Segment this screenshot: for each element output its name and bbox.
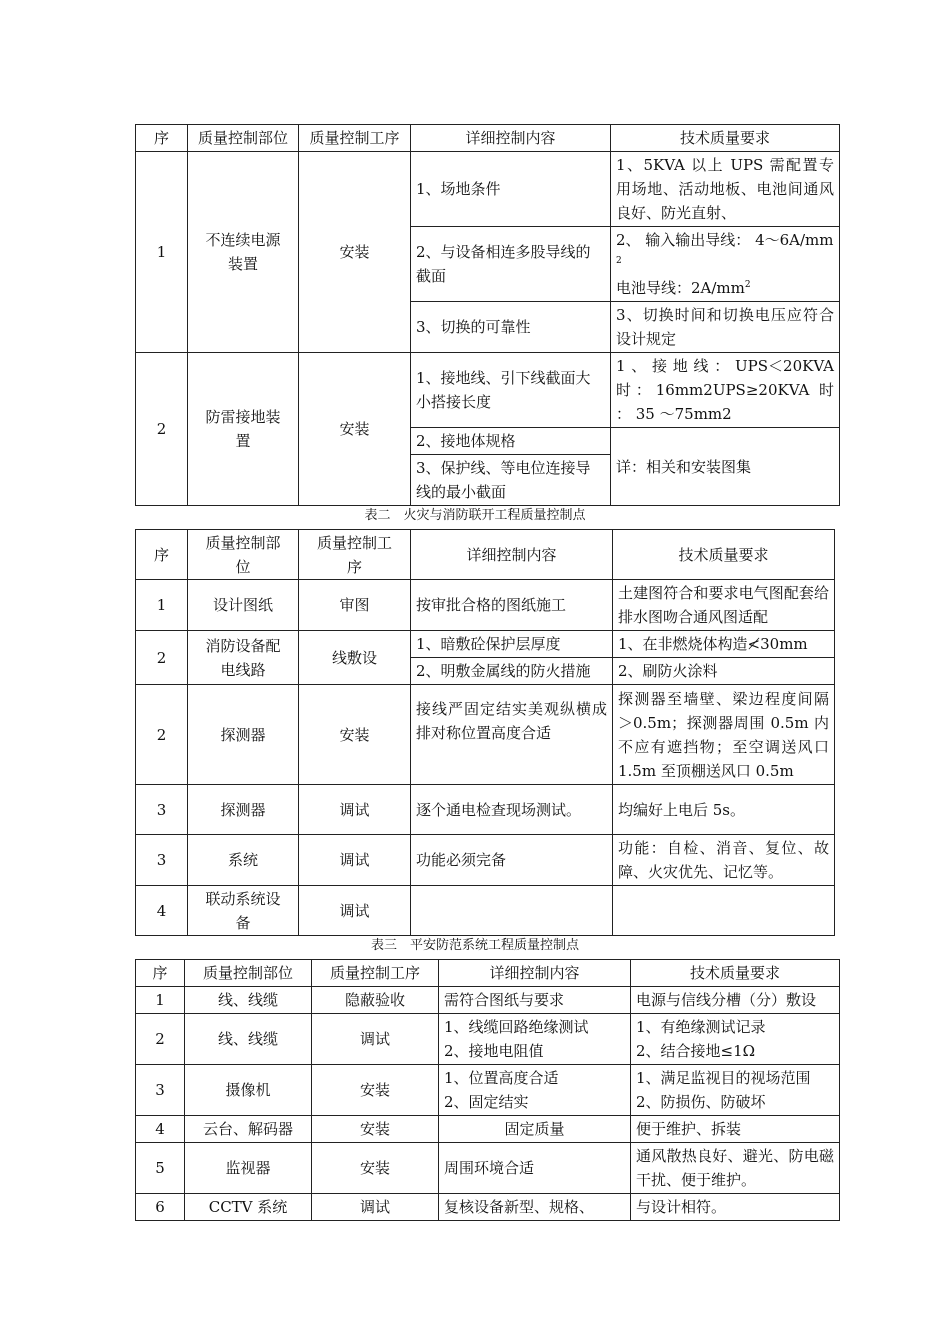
header-process: 质量控制工序 <box>299 530 411 580</box>
table-row <box>136 1116 840 1143</box>
row-requirement: 1、在非燃烧体构造≮30mm <box>613 631 835 658</box>
content-line: 2、固定结实 <box>444 1093 529 1111</box>
row-requirement: 2、刷防火涂料 <box>613 658 835 685</box>
requirement-line: 2、结合接地≤1Ω <box>636 1042 756 1060</box>
row-content: 按审批合格的图纸施工 <box>411 580 613 631</box>
content-line: 1、位置高度合适 <box>444 1069 559 1087</box>
row-seq: 3 <box>136 1065 185 1116</box>
table-security-system <box>135 959 840 1221</box>
row-seq: 2 <box>136 353 188 506</box>
row-requirement <box>611 227 840 302</box>
row-process: 线敷设 <box>299 631 411 685</box>
row-seq: 3 <box>136 835 188 886</box>
row-part: 摄像机 <box>185 1065 312 1116</box>
table-row <box>136 1014 840 1065</box>
table-row <box>136 631 835 658</box>
row-requirement: 土建图符合和要求电气图配套给排水图吻合通风图适配 <box>613 580 835 631</box>
row-part: 联动系统设备 <box>188 886 299 936</box>
table-row <box>136 1194 840 1221</box>
row-part: 云台、解码器 <box>185 1116 312 1143</box>
table-fire-protection <box>135 529 835 936</box>
row-requirement: 均编好上电后 5s。 <box>613 785 835 835</box>
table-caption: 表二 火灾与消防联开工程质量控制点 <box>364 508 586 523</box>
row-requirement <box>631 1014 840 1065</box>
table-row <box>136 353 840 428</box>
row-seq: 3 <box>136 785 188 835</box>
header-seq: 序 <box>136 125 188 152</box>
row-process: 调试 <box>312 1194 439 1221</box>
row-process: 调试 <box>299 835 411 886</box>
row-content: 功能必须完备 <box>411 835 613 886</box>
requirement-line: 1、有绝缘测试记录 <box>636 1018 766 1036</box>
row-process: 调试 <box>312 1014 439 1065</box>
superscript: 2 <box>744 280 751 290</box>
row-requirement: 1、接地线：UPS＜20KVA 时：16mm2UPS≥20KVA 时 ： 35 ～75mm2 <box>611 353 840 428</box>
requirement-line <box>616 228 834 276</box>
table-row <box>136 152 840 227</box>
table-row <box>136 685 835 785</box>
row-part: 防雷接地装置 <box>188 353 299 506</box>
row-part: 线、线缆 <box>185 1014 312 1065</box>
table-row <box>136 835 835 886</box>
row-seq: 4 <box>136 886 188 936</box>
row-content: 1、暗敷砼保护层厚度 <box>411 631 613 658</box>
row-requirement: 探测器至墙壁、梁边程度间隔 ＞0.5m；探测器周围 0.5m 内不应有遮挡物；至空调送风口 1.5m 至顶棚送风口 0.5m <box>613 685 835 785</box>
row-requirement: 通风散热良好、避光、防电磁干扰、便于维护。 <box>631 1143 840 1194</box>
row-content: 复核设备新型、规格、 <box>439 1194 631 1221</box>
row-requirement <box>613 886 835 936</box>
row-requirement: 3、切换时间和切换电压应符合设计规定 <box>611 302 840 353</box>
table-caption: 表三 平安防范系统工程质量控制点 <box>370 938 579 953</box>
row-content: 3、保护线、等电位连接导线的最小截面 <box>411 455 611 506</box>
row-seq: 2 <box>136 1014 185 1065</box>
row-part: 线、线缆 <box>185 987 312 1014</box>
row-process: 调试 <box>299 886 411 936</box>
row-part: 监视器 <box>185 1143 312 1194</box>
row-process: 调试 <box>299 785 411 835</box>
row-seq: 1 <box>136 987 185 1014</box>
row-requirement: 详：相关和安装图集 <box>611 428 840 506</box>
table-row <box>136 886 835 936</box>
table-row <box>136 1065 840 1116</box>
row-process: 安装 <box>312 1116 439 1143</box>
row-part: 探测器 <box>188 685 299 785</box>
row-content <box>411 886 613 936</box>
table-ups-lightning <box>135 124 840 506</box>
table-header-row <box>136 125 840 152</box>
header-process: 质量控制工序 <box>299 125 411 152</box>
row-seq: 1 <box>136 152 188 353</box>
row-process: 安装 <box>299 353 411 506</box>
requirement-line: 2、防损伤、防破坏 <box>636 1093 766 1111</box>
requirement-text: 电池导线：2A/mm <box>616 279 745 297</box>
row-process: 隐蔽验收 <box>312 987 439 1014</box>
row-part: 探测器 <box>188 785 299 835</box>
row-content: 2、明敷金属线的防火措施 <box>411 658 613 685</box>
row-content: 2、与设备相连多股导线的截面 <box>411 227 611 302</box>
row-part: CCTV 系统 <box>185 1194 312 1221</box>
content-line: 2、接地电阻值 <box>444 1042 544 1060</box>
row-requirement: 功能：自检、消音、复位、故障、火灾优先、记忆等。 <box>613 835 835 886</box>
row-process: 安装 <box>299 152 411 353</box>
row-process: 审图 <box>299 580 411 631</box>
row-content: 1、接地线、引下线截面大小搭接长度 <box>411 353 611 428</box>
row-content <box>439 1065 631 1116</box>
row-seq: 4 <box>136 1116 185 1143</box>
row-process: 安装 <box>299 685 411 785</box>
row-content: 固定质量 <box>439 1116 631 1143</box>
row-seq: 2 <box>136 685 188 785</box>
row-process: 安装 <box>312 1065 439 1116</box>
header-content: 详细控制内容 <box>411 125 611 152</box>
row-seq: 5 <box>136 1143 185 1194</box>
header-seq: 序 <box>136 530 188 580</box>
row-content <box>439 1014 631 1065</box>
header-requirement: 技术质量要求 <box>631 960 840 987</box>
table-row <box>136 1143 840 1194</box>
row-content: 3、切换的可靠性 <box>411 302 611 353</box>
requirement-text: 2、 输入输出导线： 4～6A/mm <box>616 231 834 249</box>
table-row <box>136 580 835 631</box>
row-content: 逐个通电检查现场测试。 <box>411 785 613 835</box>
header-process: 质量控制工序 <box>312 960 439 987</box>
header-part: 质量控制部位 <box>185 960 312 987</box>
row-requirement: 便于维护、拆装 <box>631 1116 840 1143</box>
header-content: 详细控制内容 <box>439 960 631 987</box>
row-seq: 2 <box>136 631 188 685</box>
table-row <box>136 987 840 1014</box>
row-part: 消防设备配电线路 <box>188 631 299 685</box>
row-content: 1、场地条件 <box>411 152 611 227</box>
header-requirement: 技术质量要求 <box>613 530 835 580</box>
row-requirement: 电源与信线分槽（分）敷设 <box>631 987 840 1014</box>
row-seq: 6 <box>136 1194 185 1221</box>
requirement-line: 1、满足监视目的视场范围 <box>636 1069 811 1087</box>
row-part: 系统 <box>188 835 299 886</box>
table-header-row <box>136 960 840 987</box>
row-content: 周围环境合适 <box>439 1143 631 1194</box>
table-row <box>136 785 835 835</box>
row-requirement: 与设计相符。 <box>631 1194 840 1221</box>
row-part: 设计图纸 <box>188 580 299 631</box>
header-seq: 序 <box>136 960 185 987</box>
row-requirement: 1、5KVA 以上 UPS 需配置专用场地、活动地板、电池间通风良好、防光直射、 <box>611 152 840 227</box>
row-content: 接线严固定结实美观纵横成排对称位置高度合适 <box>411 685 613 785</box>
row-requirement <box>631 1065 840 1116</box>
row-content: 需符合图纸与要求 <box>439 987 631 1014</box>
superscript: 2 <box>616 256 622 266</box>
row-seq: 1 <box>136 580 188 631</box>
header-content: 详细控制内容 <box>411 530 613 580</box>
header-part: 质量控制部位 <box>188 125 299 152</box>
header-requirement: 技术质量要求 <box>611 125 840 152</box>
table-header-row <box>136 530 835 580</box>
content-line: 1、线缆回路绝缘测试 <box>444 1018 589 1036</box>
row-process: 安装 <box>312 1143 439 1194</box>
header-part: 质量控制部位 <box>188 530 299 580</box>
requirement-line <box>616 276 834 300</box>
row-part: 不连续电源装置 <box>188 152 299 353</box>
row-content: 2、接地体规格 <box>411 428 611 455</box>
